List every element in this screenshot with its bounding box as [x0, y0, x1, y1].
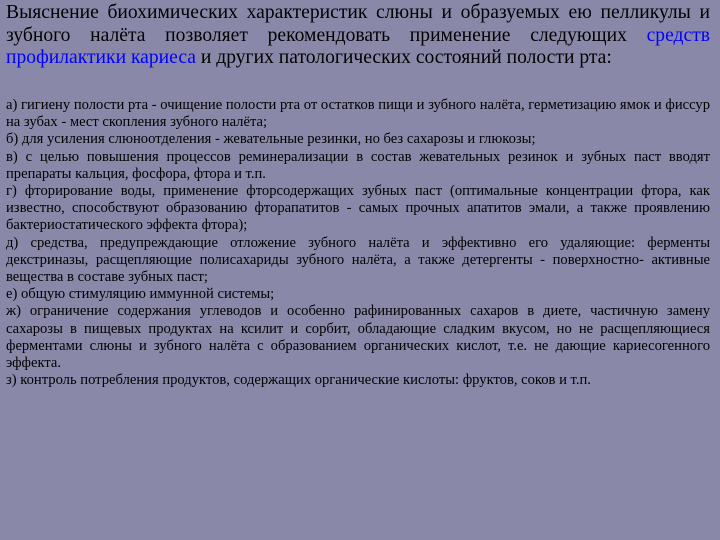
list-item-g: г) фторированиe воды, применение фторсодержащих зубных паст (оптимальные концентрации фтора, как известно, способствуют образованию фторапатитов - самых прочных апатитов эмали, а также проявлению бактериостатического эффекта фтора);: [6, 183, 710, 234]
intro-text-before: Выяснение биохимических характеристик слюны и образуемых ею пелликулы и зубного налёта позволяет рекомендовать применение следующих: [6, 2, 710, 46]
list-item-e: е) общую стимуляцию иммунной системы;: [6, 286, 275, 303]
list-item-zh: ж) ограничение содержания углеводов и особенно рафинированных сахаров в диете, частичную замену сахарозы в пищевых продуктах на ксилит и сорбит, обладающие сладким вкусом, но не расщепляющиеся ферментами слюны и зубного налёта с образованием органических кислот, т.е. не дающие кариесогенного эффекта.: [6, 303, 710, 372]
highlighted-term: средств профилактики кариеса: [6, 24, 710, 68]
recommendation-list: [6, 97, 710, 389]
list-item-d: д) средства, предупреждающие отложение зубного налёта и эффективно его удаляющие: ферменты декстриназы, расщепляющие полисахариды зубного налёта, а также детергенты - поверхностно- активные вещества в составе зубных паст;: [6, 234, 710, 286]
list-item-b: б) для усиления слюноотделения - жевательные резинки, но без сахарозы и глюкозы;: [6, 131, 536, 148]
list-item-z: з) контроль потребления продуктов, содержащих органические кислоты: фруктов, соков и т.п.: [6, 372, 591, 389]
intro-text-after: и других патологических состояний полости рта:: [195, 47, 612, 68]
list-item-v: в) с целью повышения процессов реминерализации в состав жевательных резинок и зубных паст вводят препараты кальция, фосфора, фтора и т.п.: [6, 148, 710, 182]
list-item-a: а) гигиену полости рта - очищение полости рта от остатков пищи и зубного налёта, герметизацию ямок и фиссур на зубах - мест скопления зубного налёта;: [6, 97, 710, 131]
intro-paragraph: [6, 2, 710, 70]
